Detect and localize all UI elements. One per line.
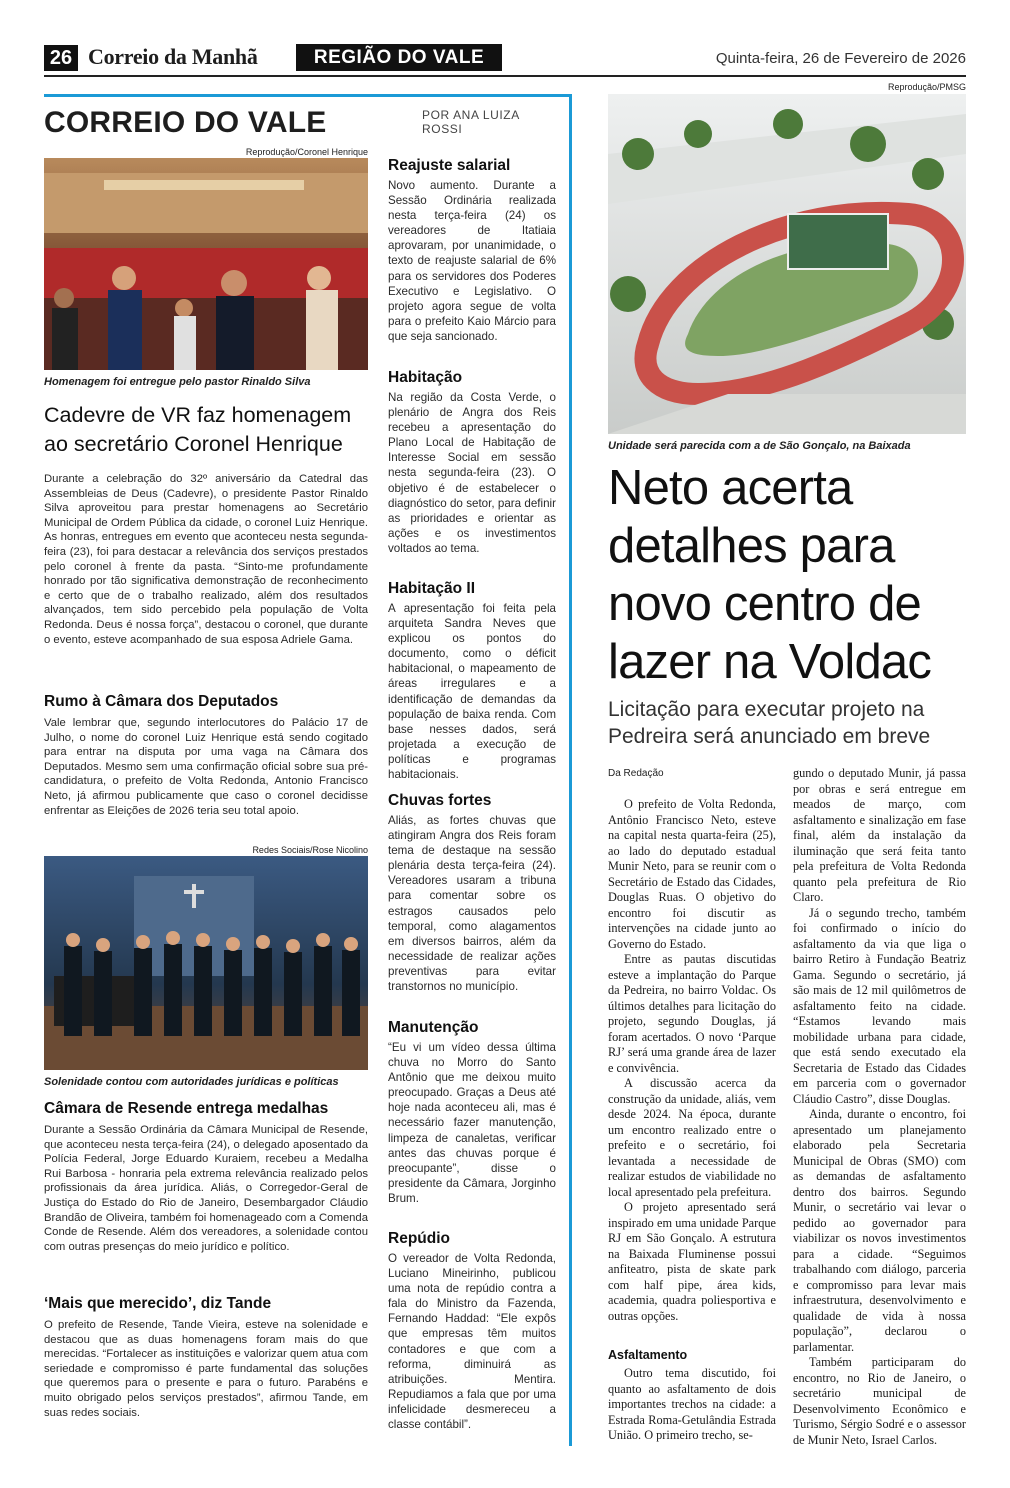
section-label: REGIÃO DO VALE	[296, 44, 502, 71]
photo-solenidade-image	[44, 856, 368, 1070]
left-subhead-2: Câmara de Resende entrega medalhas	[44, 1100, 329, 1117]
photo1-caption: Homenagem foi entregue pelo pastor Rinaldo Silva	[44, 376, 311, 388]
column-title: CORREIO DO VALE	[44, 106, 327, 139]
article-paragraph-2: Entre as pautas discutidas esteve a implantação do Parque da Pedreira, no bairro Voldac. Os últimos detalhes para licitação do projeto, segundo Douglas, já foram acertados. O novo ‘Parque RJ’ será uma grande área de lazer e convivência.	[608, 952, 776, 1075]
article-author: Da Redação	[608, 768, 664, 779]
note-title-manutencao: Manutenção	[388, 1019, 479, 1036]
note-text-repudio: O vereador de Volta Redonda, Luciano Mineirinho, publicou uma nota de repúdio contra a fala do Ministro da Fazenda, Fernando Haddad: “Ele expôs que empresas têm muitos contadores e que com a reforma, diminuirá as atribuições. Mentira. Repudiamos a fala que por uma infelicidade desmereceu a classe contábil”.	[388, 1252, 556, 1432]
photo-homenagem-image	[44, 158, 368, 370]
left-paragraph-4: O prefeito de Resende, Tande Vieira, esteve na solenidade e destacou que as duas homenagens foram mais do que merecidas. “Fortalecer as instituições e valorizar quem atua com seriedade e compromisso é parte fundamental das soluções que queremos para o presente e para o futuro. Parabéns e muito obrigado pelos serviços prestados”, afirmou Tande, em suas redes sociais.	[44, 1319, 368, 1419]
column-frame-right	[569, 94, 572, 1446]
photo-parque-render	[608, 94, 966, 434]
note-title-reajuste: Reajuste salarial	[388, 157, 511, 174]
photo-solenidade	[44, 856, 368, 1070]
header-rule	[44, 75, 966, 77]
column-frame-top	[44, 94, 572, 97]
newspaper-brand: Correio da Manhã	[88, 44, 258, 69]
main-photo-caption: Unidade será parecida com a de São Gonçalo, na Baixada	[608, 440, 911, 452]
left-paragraph-2: Vale lembrar que, segundo interlocutores do Palácio 17 de Julho, o nome do coronel Luiz Henrique está sendo cogitado para entrar na disputa por uma vaga na Câmara dos Deputados. Mesmo sem uma confirmação oficial sobre sua pré-candidatura, o prefeito de Volta Redonda, Antonio Francisco Neto, já afirmou publicamente que caso o coronel decidisse enfrentar as Eleições de 2026 teria seu total apoio.	[44, 717, 368, 817]
article-paragraph-9: Também participaram do encontro, no Rio de Janeiro, o secretário municipal de Desenvolvimento Econômico e Turismo, Sérgio Sodré e o assessor de Munir Neto, Israel Carlos.	[793, 1355, 966, 1447]
article-subhead-asfaltamento: Asfaltamento	[608, 1348, 688, 1362]
note-text-reajuste: Novo aumento. Durante a Sessão Ordinária realizada nesta terça-feira (24) os vereadores de Itatiaia aprovaram, por unanimidade, o texto de reajuste salarial de 6% para os servidores dos Poderes Executivo e Legislativo. O projeto agora segue de volta para o prefeito Kaio Márcio para que seja sancionado.	[388, 179, 556, 343]
column-byline: POR ANA LUIZA ROSSI	[422, 108, 520, 136]
photo-parque-render-image	[608, 94, 966, 434]
note-text-habitacao-ii: A apresentação foi feita pela arquiteta Sandra Neves que explicou os pontos do documento, como o déficit habitacional, o mapeamento de áreas irregulares e a identificação de demandas da população de baixa renda. Com base nesses dados, será projetada a execução de políticas e programas habitacionais.	[388, 602, 556, 782]
photo-homenagem	[44, 158, 368, 370]
article-column-1	[608, 797, 776, 1324]
photo2-caption: Solenidade contou com autoridades jurídicas e políticas	[44, 1076, 339, 1088]
main-deck: Licitação para executar projeto na Pedreira será anunciado em breve	[608, 698, 931, 748]
article-paragraph-7: Já o segundo trecho, também foi confirmado o início do asfaltamento da via que liga o bairro Retiro à Fundação Beatriz Gama. Segundo o secretário, já são mais de 12 mil quilômetros de asfaltamento feito na cidade. “Estamos levando mais mobilidade urbana para cidade, que está sendo executado ela Secretaria de Estado das Cidades em parceria com o governador Cláudio Castro”, disse Douglas.	[793, 905, 966, 1106]
note-text-chuvas: Aliás, as fortes chuvas que atingiram Angra dos Reis foram tema de destaque na sessão plenária desta terça-feira (24). Vereadores usaram a tribuna para comentar sobre os estragos causados pelo temporal, como alagamentos em diversos bairros, além da necessidade de realizar ações preventivas para evitar transtornos no município.	[388, 814, 556, 994]
article-paragraph-8: Ainda, durante o encontro, foi apresentado um planejamento elaborado pela Secretaria Municipal de Obras (SMO) com as demandas de asfaltamento dentro dos bairros. Segundo Munir, o secretário vai levar o pedido ao governador para viabilizar os novos investimentos para a cidade. “Seguimos trabalhando com diálogo, parceria e compromisso para levar mais infraestrutura, desenvolvimento e qualidade de vida à nossa população”, declarou o parlamentar.	[793, 1107, 966, 1354]
article-paragraph-1: O prefeito de Volta Redonda, Antônio Francisco Neto, esteve na capital nesta quarta-feira (25), ao lado do deputado estadual Munir Neto, para se reunir com o Secretário de Estado das Cidades, Douglas Ruas. O objetivo do encontro foi discutir as intervenções na cidade junto ao Governo do Estado.	[608, 797, 776, 951]
photo2-credit: Redes Sociais/Rose Nicolino	[252, 845, 368, 855]
left-subhead-1: Rumo à Câmara dos Deputados	[44, 693, 279, 710]
photo1-credit: Reprodução/Coronel Henrique	[245, 147, 368, 157]
issue-date: Quinta-feira, 26 de Fevereiro de 2026	[715, 50, 966, 67]
left-paragraph-1: Durante a celebração do 32º aniversário da Catedral das Assembleias de Deus (Cadevre), o presidente Pastor Rinaldo Silva aproveitou para prestar homenagens ao Secretário Municipal de Ordem Pública da cidade, o coronel Luiz Henrique. As honras, entregues em evento que aconteceu nesta segunda-feira (23), foi para destacar a relevância dos serviços prestados pelo coronel à frente da pasta. “Sinto-me profundamente honrado por tão significativa demonstração de reconhecimento e certo que de o trabalho realizado, além dos resultados alvançados, tem sido percebido pela população de Volta Redonda. Deus é nossa força”, destacou o coronel, que durante o evento, esteve acompanhado de sua esposa Adriele Gama.	[44, 473, 368, 646]
note-title-chuvas: Chuvas fortes	[388, 792, 492, 809]
article-paragraph-3: A discussão acerca da construção da unidade, aliás, vem desde 2024. Na época, durante um encontro realizado entre o prefeito e o secretário, foi levantada a necessidade de realizar estudos de viabilidade no local apresentado pela prefeitura.	[608, 1076, 776, 1199]
left-subhead-3: ‘Mais que merecido’, diz Tande	[44, 1295, 272, 1312]
left-paragraph-3: Durante a Sessão Ordinária da Câmara Municipal de Resende, que aconteceu nesta terça-feira (24), o delegado aposentado da Polícia Federal, Jorge Eduardo Kuraiem, recebeu a Medalha Rui Barbosa - honraria pela extrema relevância realizado pelos profissionais da área jurídica. Aliás, o Corregedor-Geral de Justiça do Estado do Rio de Janeiro, Desembargador Cláudio Brandão de Oliveira, também foi homenageado com a Comenda Conde de Resende. Além dos vereadores, a solenidade contou com outras presenças do meio jurídico e político.	[44, 1124, 368, 1253]
note-title-repudio: Repúdio	[388, 1230, 450, 1247]
article-paragraph-4: O projeto apresentado será inspirado em uma unidade Parque RJ em São Gonçalo. A estrutura na Baixada Fluminense possui anfiteatro, pista de skate park com half pipe, área kids, academia, quadra poliesportiva e outras opções.	[608, 1200, 776, 1323]
main-headline: Neto acerta detalhes para novo centro de lazer na Voldac	[608, 461, 932, 689]
note-text-habitacao: Na região da Costa Verde, o plenário de Angra dos Reis recebeu a apresentação do Plano Local de Habitação de Interesse Social em sessão nesta segunda-feira (23). O objetivo é de estabelecer o diagnóstico do setor, para definir as prioridades e orientar as ações e os investimentos voltados ao tema.	[388, 391, 556, 555]
note-text-manutencao: “Eu vi um vídeo dessa última chuva no Morro do Santo Antônio que me deixou muito preocupado. Graças a Deus até hoje nada aconteceu ali, mas é necessário fazer manutenção, limpeza de canaletas, verificar antes das chuvas porque é preocupante”, disse o presidente da Câmara, Jorginho Brum.	[388, 1041, 556, 1205]
article-paragraph-5: Outro tema discutido, foi quanto ao asfaltamento de dois importantes trechos na cidade: a Estrada Roma-Getulândia Estrada União. O primeiro trecho, se-	[608, 1366, 776, 1442]
article-column-2	[793, 766, 966, 1448]
note-title-habitacao: Habitação	[388, 369, 463, 386]
note-title-habitacao-ii: Habitação II	[388, 580, 475, 597]
page-number: 26	[44, 45, 78, 71]
article-paragraph-6: gundo o deputado Munir, já passa por obras e será entregue em meados de março, com asfaltamento e sinalização em fase final, além da instalação da iluminação que será feita tanto pela prefeitura de Volta Redonda quanto pela prefeitura de Rio Claro.	[793, 766, 966, 904]
left-headline: Cadevre de VR faz homenagem ao secretário Coronel Henrique	[44, 403, 352, 456]
main-photo-credit: Reprodução/PMSG	[887, 82, 966, 92]
